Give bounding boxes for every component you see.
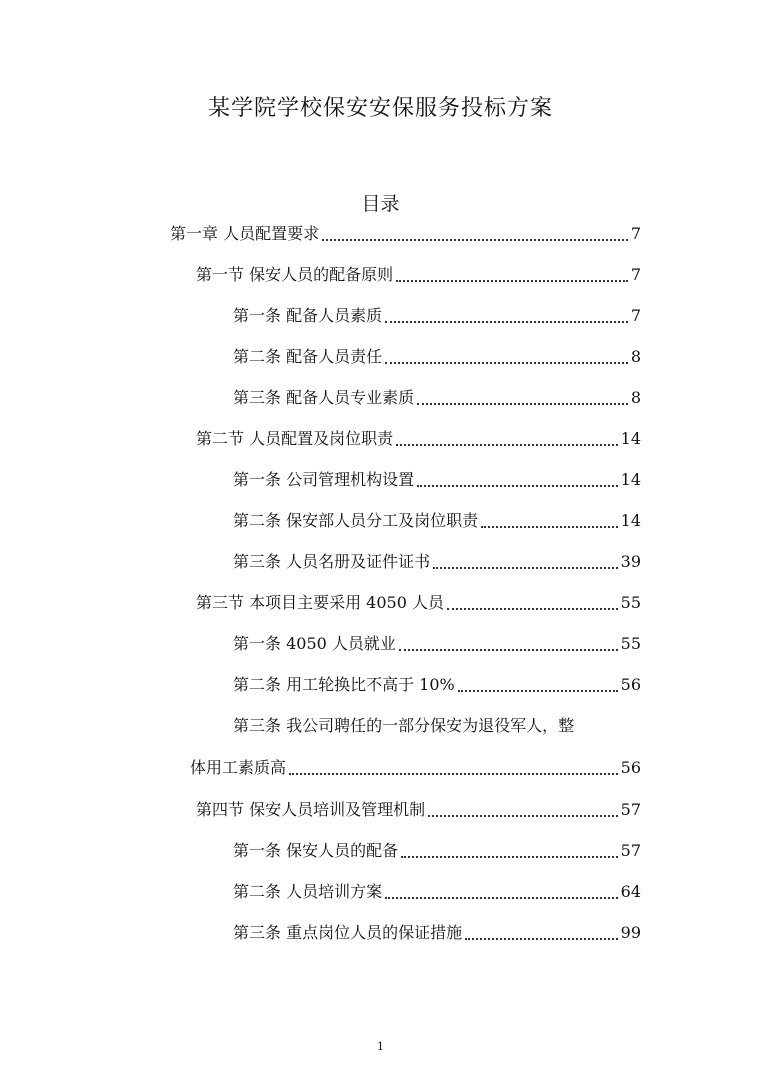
toc-entry-page: 55 (620, 634, 641, 653)
dot-leader (385, 897, 618, 899)
toc-entry-page: 8 (630, 347, 641, 366)
toc-entry-s1-article-1[interactable] (233, 303, 641, 329)
toc-entry-page: 39 (620, 552, 641, 571)
dot-leader (447, 608, 618, 610)
toc-entry-label: 第一条 保安人员的配备 (233, 841, 399, 860)
toc-entry-page: 14 (620, 470, 641, 489)
page-number: 1 (377, 1040, 384, 1053)
dot-leader (385, 321, 628, 323)
toc-entry-s2-article-2[interactable] (233, 508, 641, 534)
toc-entry-s1-article-3[interactable] (233, 385, 641, 411)
dot-leader (401, 856, 618, 858)
toc-entry-section-3[interactable] (196, 590, 641, 616)
dot-leader (417, 403, 628, 405)
toc-entry-label: 第二条 保安部人员分工及岗位职责 (233, 511, 479, 530)
toc-entry-page: 57 (620, 841, 641, 860)
dot-leader (458, 690, 618, 692)
toc-entry-label: 第三条 人员名册及证件证书 (233, 552, 431, 571)
toc-entry-label: 第三条 配备人员专业素质 (233, 388, 415, 407)
toc-entry-page: 14 (620, 429, 641, 448)
toc-entry-s1-article-2[interactable] (233, 344, 641, 370)
toc-entry-s3-article-1[interactable] (233, 631, 641, 657)
toc-entry-page: 64 (620, 882, 641, 901)
toc-entry-label: 第三条 重点岗位人员的保证措施 (233, 923, 463, 942)
dot-leader (289, 773, 618, 775)
toc-entry-label: 第二节 人员配置及岗位职责 (196, 429, 394, 448)
dot-leader (465, 938, 618, 940)
toc-entry-page: 56 (620, 675, 641, 694)
toc-entry-s3-article-3-line-2[interactable] (190, 755, 641, 781)
toc-entry-label: 第三节 本项目主要采用 4050 人员 (196, 593, 444, 612)
toc-entry-page: 99 (620, 923, 641, 942)
toc-entry-section-1[interactable] (196, 262, 641, 288)
dot-leader (396, 444, 618, 446)
toc-entry-page: 57 (620, 800, 641, 819)
toc-heading: 目录 (361, 193, 400, 215)
toc-entry-label: 第二条 人员培训方案 (233, 882, 383, 901)
toc-entry-label: 第一条 4050 人员就业 (233, 634, 396, 653)
toc-entry-s4-article-2[interactable] (233, 879, 641, 905)
dot-leader (399, 649, 618, 651)
toc-entry-section-4[interactable] (196, 797, 641, 823)
toc-entry-label: 第一条 公司管理机构设置 (233, 470, 415, 489)
toc-entry-label: 第四节 保安人员培训及管理机制 (196, 800, 426, 819)
toc-entry-chapter-1[interactable] (170, 221, 641, 247)
toc-entry-label: 第二条 配备人员责任 (233, 347, 383, 366)
toc-entry-page: 7 (630, 306, 641, 325)
toc-entry-s3-article-2[interactable] (233, 672, 641, 698)
dot-leader (428, 815, 618, 817)
toc-entry-page: 14 (620, 511, 641, 530)
toc-entry-page: 7 (630, 224, 641, 243)
toc-entry-page: 8 (630, 388, 641, 407)
toc-entry-label: 第一章 人员配置要求 (170, 224, 320, 243)
toc-entry-page: 56 (620, 758, 641, 777)
dot-leader (433, 567, 618, 569)
toc-entry-s2-article-1[interactable] (233, 467, 641, 493)
document-title: 某学院学校保安安保服务投标方案 (207, 96, 553, 121)
toc-entry-label: 第一节 保安人员的配备原则 (196, 265, 394, 284)
toc-entry-s4-article-3[interactable] (233, 920, 641, 946)
toc-entry-label: 体用工素质高 (190, 758, 287, 777)
dot-leader (481, 526, 618, 528)
toc-entry-s2-article-3[interactable] (233, 549, 641, 575)
toc-entry-section-2[interactable] (196, 426, 641, 452)
dot-leader (385, 362, 628, 364)
toc-entry-page: 7 (630, 265, 641, 284)
toc-entry-page: 55 (620, 593, 641, 612)
toc-entry-s4-article-1[interactable] (233, 838, 641, 864)
toc-entry-label: 第一条 配备人员素质 (233, 306, 383, 325)
toc-entry-label: 第二条 用工轮换比不高于 10% (233, 675, 455, 694)
dot-leader (417, 485, 618, 487)
dot-leader (396, 280, 628, 282)
dot-leader (322, 239, 628, 241)
toc-entry-s3-article-3-line-1[interactable]: 第三条 我公司聘任的一部分保安为退役军人，整 (233, 716, 575, 735)
